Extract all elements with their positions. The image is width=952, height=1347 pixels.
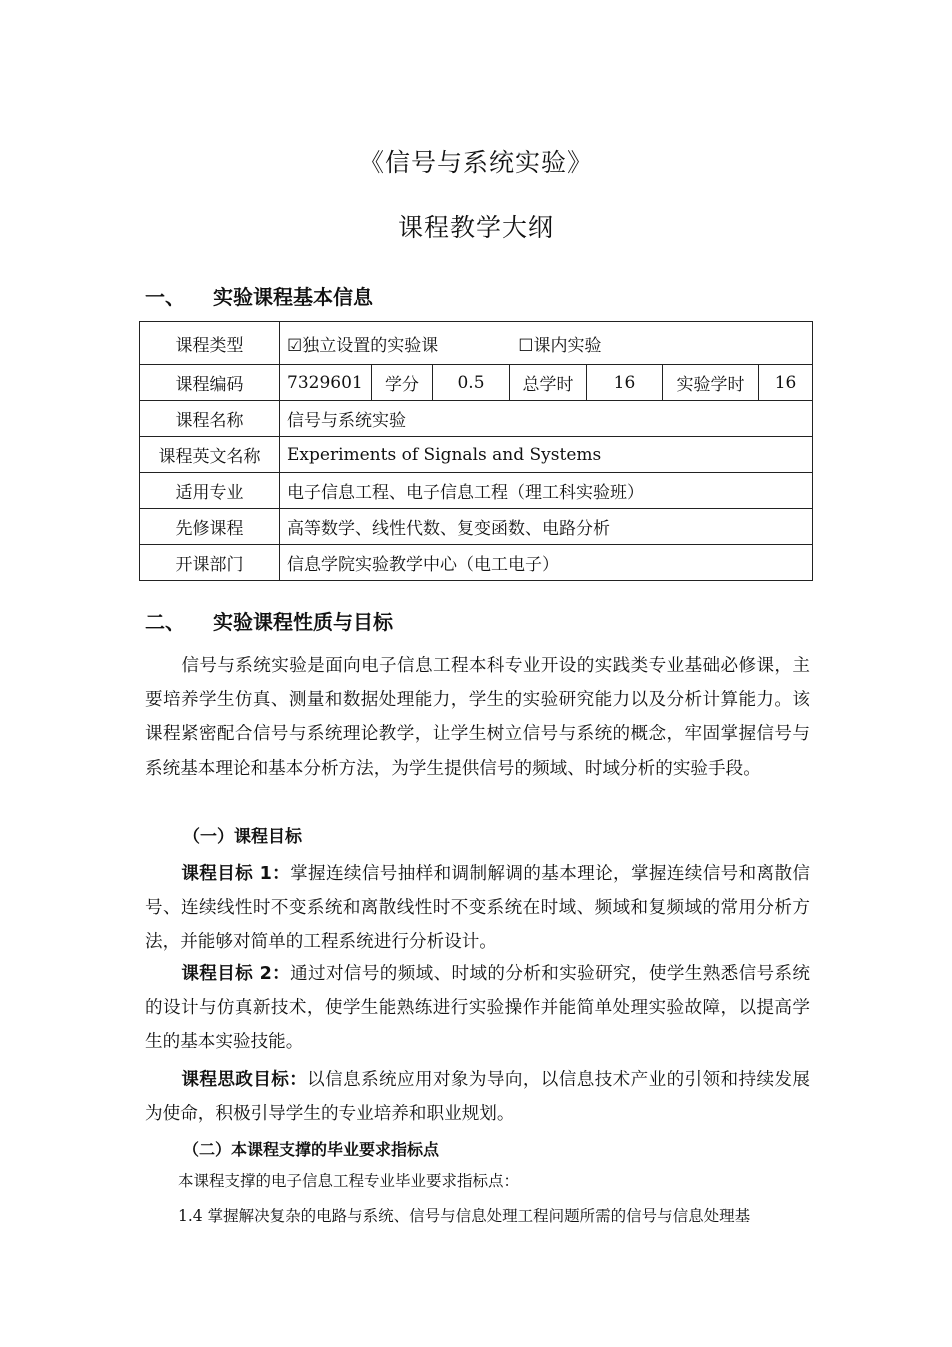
graduation-requirements-heading: （二）本课程支撑的毕业要求指标点 — [183, 1140, 440, 1159]
table-row — [140, 545, 813, 581]
department-label: 开课部门 — [140, 545, 280, 581]
ideological-goal-text: 以信息系统应用对象为导向，以信息技术产业的引领和持续发展为使命，积极引导学生的专业培养和职业规划。 — [145, 1070, 810, 1125]
total-hours-label: 总学时 — [510, 365, 587, 401]
section-heading-1 — [145, 281, 373, 310]
prerequisite-value: 高等数学、线性代数、复变函数、电路分析 — [280, 509, 813, 545]
section-number: 二、 — [145, 610, 185, 634]
document-subtitle: 课程教学大纲 — [397, 213, 554, 242]
course-name-label: 课程名称 — [140, 401, 280, 437]
course-name-value: 信号与系统实验 — [280, 401, 813, 437]
course-type-value — [280, 322, 813, 365]
prerequisite-label: 先修课程 — [140, 509, 280, 545]
table-row — [140, 322, 813, 365]
document-title: 《信号与系统实验》 — [358, 148, 593, 177]
ideological-goal-label: 课程思政目标： — [181, 1070, 308, 1090]
goal-2-paragraph — [145, 957, 810, 1060]
intro-text: 信号与系统实验是面向电子信息工程本科专业开设的实践类专业基础必修课，主要培养学生仿真、测量和数据处理能力，学生的实验研究能力以及分析计算能力。该课程紧密配合信号与系统理论教学，让学生树立信号与系统的概念，牢固掌握信号与系统基本理论和基本分析方法，为学生提供信号的频域、时域分析的实验手段。 — [145, 656, 810, 779]
goal-2-label: 课程目标 2： — [181, 964, 291, 984]
major-value: 电子信息工程、电子信息工程（理工科实验班） — [280, 473, 813, 509]
requirements-intro: 本课程支撑的电子信息工程专业毕业要求指标点： — [178, 1172, 520, 1190]
table-row — [140, 473, 813, 509]
major-label: 适用专业 — [140, 473, 280, 509]
in-course-lab-checkbox[interactable]: ☐课内实验 — [518, 335, 602, 356]
goal-2-text: 通过对信号的频域、时域的分析和实验研究，使学生熟悉信号系统的设计与仿真新技术，使学生能熟练进行实验操作并能简单处理实验故障，以提高学生的基本实验技能。 — [145, 964, 810, 1053]
course-code-value: 7329601 — [280, 365, 372, 401]
section-heading-2 — [145, 606, 393, 635]
intro-paragraph — [145, 649, 810, 786]
section-number: 一、 — [145, 285, 185, 309]
section-label: 实验课程基本信息 — [213, 285, 373, 309]
lab-hours-value: 16 — [759, 365, 813, 401]
ideological-goal-paragraph — [145, 1063, 810, 1131]
course-info-table — [139, 321, 813, 581]
english-name-label: 课程英文名称 — [140, 437, 280, 473]
section-label: 实验课程性质与目标 — [213, 610, 393, 634]
course-type-label: 课程类型 — [140, 322, 280, 365]
credit-label: 学分 — [372, 365, 433, 401]
course-code-label: 课程编码 — [140, 365, 280, 401]
table-row — [140, 509, 813, 545]
total-hours-value: 16 — [587, 365, 663, 401]
course-goals-heading: （一）课程目标 — [183, 827, 302, 847]
independent-lab-checkbox[interactable]: ☑独立设置的实验课 — [287, 335, 439, 356]
english-name-value: Experiments of Signals and Systems — [280, 437, 813, 473]
lab-hours-label: 实验学时 — [663, 365, 759, 401]
goal-1-paragraph — [145, 857, 810, 960]
table-row — [140, 365, 813, 401]
department-value: 信息学院实验教学中心（电工电子） — [280, 545, 813, 581]
goal-1-label: 课程目标 1： — [181, 864, 291, 884]
credit-value: 0.5 — [433, 365, 510, 401]
table-row — [140, 437, 813, 473]
requirement-1-4: 1.4 掌握解决复杂的电路与系统、信号与信息处理工程问题所需的信号与信息处理基 — [178, 1207, 751, 1225]
goal-1-text: 掌握连续信号抽样和调制解调的基本理论，掌握连续信号和离散信号、连续线性时不变系统和离散线性时不变系统在时域、频域和复频域的常用分析方法，并能够对简单的工程系统进行分析设计。 — [145, 864, 810, 953]
table-row — [140, 401, 813, 437]
